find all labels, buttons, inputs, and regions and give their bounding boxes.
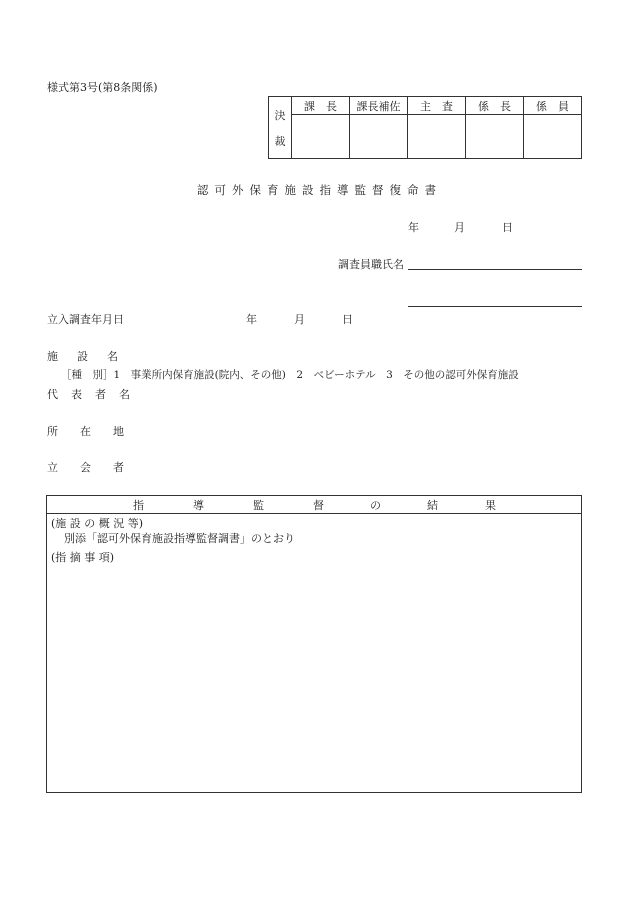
approval-side-label: 決 裁 [269,97,292,159]
investigator-signature-line-1[interactable] [408,269,582,270]
result-header-char: 監 [253,499,264,512]
date-year-label: 年 [408,221,419,234]
result-header-char: 果 [485,499,496,512]
result-header-char: 導 [193,499,204,512]
attendee-label: 立 会 者 [47,461,124,474]
facility-name-label: 施 設 名 [47,350,122,363]
result-header-char: 結 [427,499,438,512]
inspection-day-label: 日 [342,313,353,326]
approval-header-section-chief: 課 長 [292,97,350,115]
form-number: 様式第3号(第8条関係) [47,81,158,94]
approval-header-staff: 係 員 [524,97,582,115]
result-box [46,495,582,793]
inspection-date-label: 立入調査年月日 [47,313,124,326]
approval-stamp-cell[interactable] [524,115,582,159]
approval-stamp-cell[interactable] [350,115,408,159]
facility-type-line: ［種 別］1 事業所内保育施設(院内、その他) 2 ベビーホテル 3 その他の認可外保育施設 [61,369,519,381]
approval-stamp-cell[interactable] [292,115,350,159]
approval-stamp-cell[interactable] [466,115,524,159]
document-title: 認可外保育施設指導監督復命書 [197,183,442,197]
location-label: 所 在 地 [47,425,124,438]
approval-header-unit-chief: 係 長 [466,97,524,115]
findings-text-area[interactable] [51,570,577,788]
approval-header-senior-staff: 主 査 [408,97,466,115]
inspection-month-label: 月 [294,313,305,326]
findings-heading: (指 摘 事 項) [51,551,115,564]
result-header-char: 指 [133,499,144,512]
investigator-label: 調査員職氏名 [338,258,404,271]
representative-label: 代 表 者 名 [47,388,131,401]
approval-stamp-cell[interactable] [408,115,466,159]
approval-header-deputy-chief: 課長補佐 [350,97,408,115]
date-month-label: 月 [454,221,465,234]
result-header-char: の [370,499,381,512]
overview-text: 別添「認可外保育施設指導監督調書」のとおり [64,532,295,545]
investigator-signature-line-2[interactable] [408,306,582,307]
overview-heading: (施 設 の 概 況 等) [51,517,144,530]
date-day-label: 日 [502,221,513,234]
result-header [47,496,581,514]
inspection-year-label: 年 [246,313,257,326]
approval-table [268,96,582,159]
result-header-char: 督 [313,499,324,512]
